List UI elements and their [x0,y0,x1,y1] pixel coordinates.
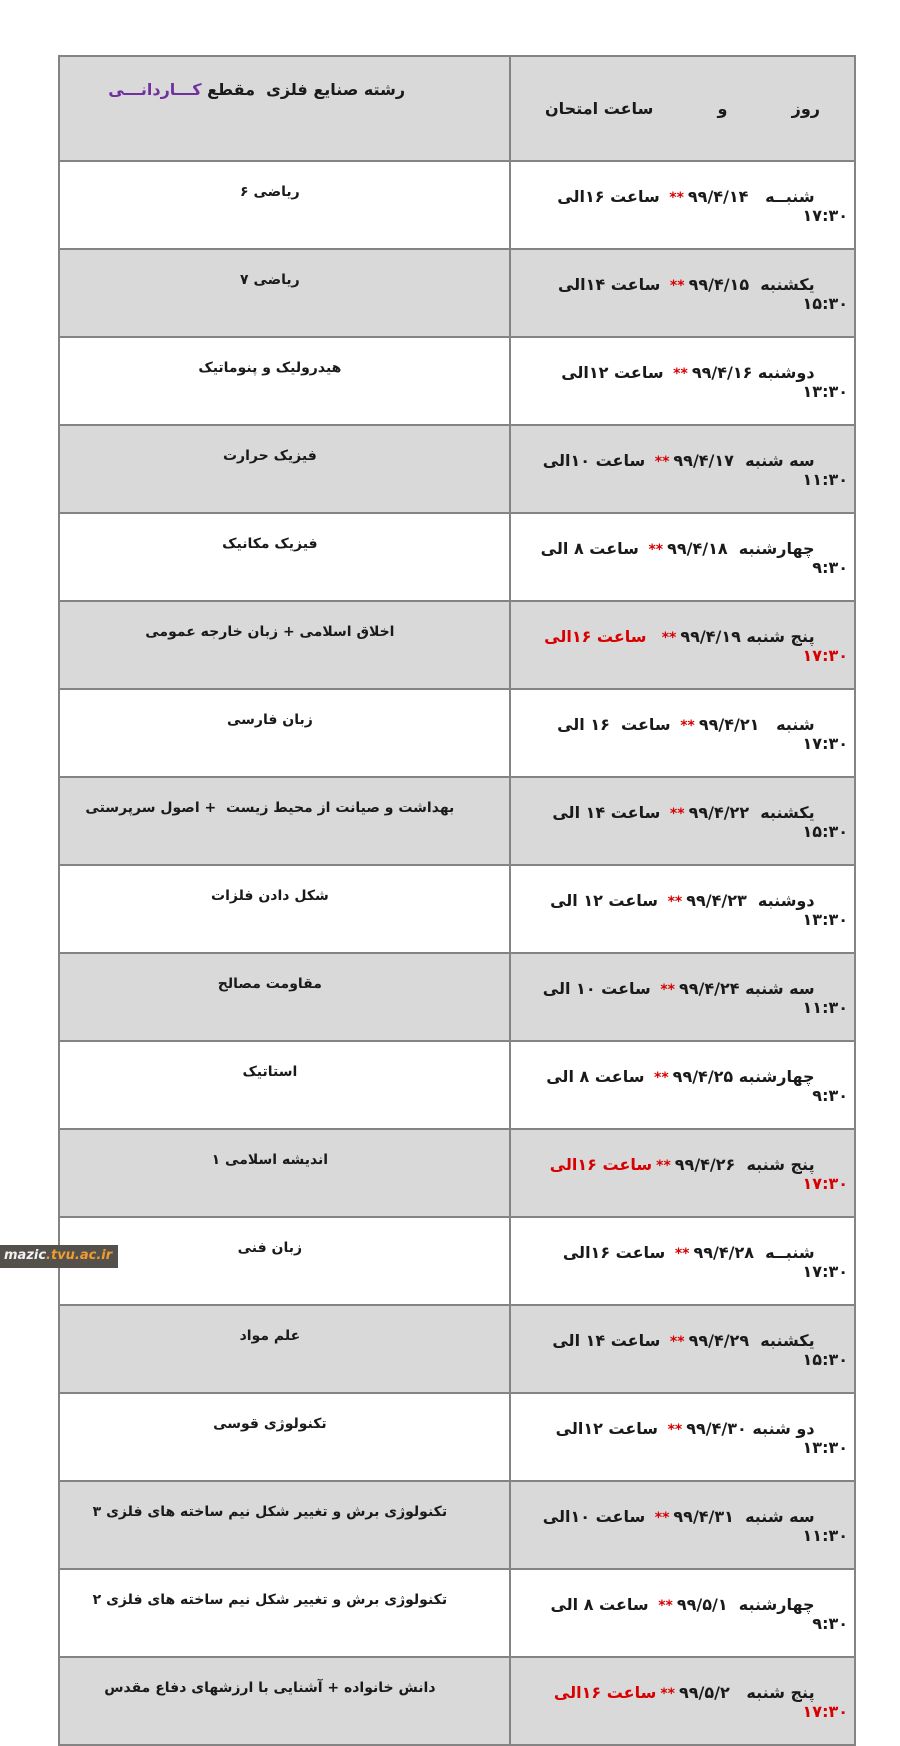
course-name: زبان فنی [237,1240,303,1256]
day-date: یکشنبه ۹۹/۴/۲۲ [688,803,815,822]
day-date: چهارشنبه ۹۹/۴/۱۸ [667,539,815,558]
table-row [59,1129,855,1217]
table-row [59,1217,855,1305]
stars-mark: ** [674,1246,690,1262]
exam-daytime-cell [510,161,855,249]
course-cell [59,1569,510,1657]
course-cell [59,513,510,601]
table-row [59,1657,855,1745]
course-name: اخلاق اسلامی + زبان خارجه عمومی [145,624,395,640]
stars-mark: ** [680,718,695,734]
day-date: یکشنبه ۹۹/۴/۱۵ [688,275,815,294]
exam-time: ساعت ۱۶الی ۱۷:۳۰ [557,1243,848,1281]
table-row [59,601,855,689]
course-name: تکنولوژی برش و تغییر شکل نیم ساخته های فلزی ۳ [92,1504,448,1520]
stars-mark: ** [669,1334,685,1350]
stars-mark: ** [669,190,684,206]
stars-mark: ** [660,1686,675,1702]
stars-mark: ** [654,454,670,470]
header-examtime-label: ساعت امتحان [545,99,654,118]
exam-daytime-cell [510,689,855,777]
course-cell [59,249,510,337]
day-date: دوشنبه ۹۹/۴/۲۳ [686,891,815,910]
program-level: کـــاردانـــی [108,80,202,99]
exam-time: ساعت ۸ الی ۹:۳۰ [535,539,848,577]
course-name: هیدرولیک و پنوماتیک [198,360,342,376]
course-cell [59,1041,510,1129]
course-cell [59,953,510,1041]
stars-mark: ** [667,894,683,910]
exam-time: ساعت ۸ الی ۹:۳۰ [544,1595,848,1633]
exam-daytime-cell [510,337,855,425]
stars-mark: ** [669,278,685,294]
exam-daytime-cell [510,777,855,865]
day-date: پنج شنبه ۹۹/۵/۲ [678,1683,815,1702]
stars-mark: ** [660,982,675,998]
exam-daytime-cell [510,1129,855,1217]
course-name: مقاومت مصالح [217,976,322,992]
exam-time: ساعت ۱۰الی ۱۱:۳۰ [537,1507,848,1545]
exam-time: ساعت ۱۰ الی ۱۱:۳۰ [537,979,848,1017]
course-cell [59,1393,510,1481]
day-date: سه شنبه ۹۹/۴/۱۷ [673,451,815,470]
day-date: شنبــه ۹۹/۴/۱۴ [687,187,815,206]
exam-time: ساعت ۱۶الی ۱۷:۳۰ [551,187,848,225]
exam-time: ساعت ۱۴ الی ۱۵:۳۰ [546,803,848,841]
stars-mark: ** [661,630,677,646]
site-watermark [0,1245,118,1268]
stars-mark: ** [656,1158,671,1174]
exam-daytime-cell [510,953,855,1041]
day-date: یکشنبه ۹۹/۴/۲۹ [688,1331,815,1350]
day-date: شنبــه ۹۹/۴/۲۸ [693,1243,815,1262]
exam-time: ساعت ۱۶الی ۱۷:۳۰ [538,627,848,665]
stars-mark: ** [658,1598,673,1614]
course-name: اندیشه اسلامی ۱ [211,1152,329,1168]
stars-mark: ** [654,1510,670,1526]
course-name: شکل دادن فلزات [211,888,329,904]
table-row [59,689,855,777]
course-name: علم مواد [239,1328,301,1344]
course-cell [59,1481,510,1569]
course-name: زبان فارسی [226,712,313,728]
header-and-label: و [717,99,728,118]
course-cell [59,865,510,953]
exam-daytime-cell [510,865,855,953]
exam-daytime-cell [510,513,855,601]
day-date: دو شنبه ۹۹/۴/۳۰ [686,1419,815,1438]
exam-daytime-cell [510,1217,855,1305]
header-day-label: روز [791,99,820,118]
table-row [59,1569,855,1657]
day-date: پنج شنبه ۹۹/۴/۲۶ [674,1155,815,1174]
course-cell [59,1657,510,1745]
exam-time: ساعت ۱۶الی ۱۷:۳۰ [548,1683,848,1721]
table-row [59,249,855,337]
exam-time: ساعت ۸ الی ۹:۳۰ [540,1067,848,1105]
course-name: تکنولوژی قوسی [213,1416,327,1432]
exam-daytime-cell [510,601,855,689]
stars-mark: ** [673,366,688,382]
table-header-row [59,56,855,161]
table-row [59,337,855,425]
table-row [59,425,855,513]
day-date: دوشنبه ۹۹/۴/۱۶ [691,363,815,382]
day-date: چهارشنبه ۹۹/۴/۲۵ [672,1067,815,1086]
course-name: تکنولوژی برش و تغییر شکل نیم ساخته های فلزی ۲ [92,1592,448,1608]
exam-daytime-cell [510,249,855,337]
watermark-prefix: mazic [4,1248,47,1264]
stars-mark: ** [648,542,664,558]
exam-table-body [59,56,855,1745]
table-row [59,953,855,1041]
table-row [59,777,855,865]
table-row [59,865,855,953]
table-row [59,1481,855,1569]
course-cell [59,689,510,777]
table-row [59,513,855,601]
course-cell [59,1217,510,1305]
course-cell [59,337,510,425]
exam-daytime-cell [510,425,855,513]
course-name: فیزیک حرارت [222,448,317,464]
day-date: شنبه ۹۹/۴/۲۱ [698,715,815,734]
exam-time: ساعت ۱۰الی ۱۱:۳۰ [537,451,848,489]
exam-time: ساعت ۱۲الی ۱۳:۳۰ [555,363,848,401]
table-row [59,1305,855,1393]
table-row [59,161,855,249]
exam-daytime-cell [510,1393,855,1481]
course-cell [59,1305,510,1393]
course-name: دانش خانواده + آشنایی با ارزشهای دفاع مقدس [104,1680,436,1696]
stars-mark: ** [654,1070,669,1086]
day-date: سه شنبه ۹۹/۴/۲۴ [678,979,815,998]
exam-daytime-cell [510,1305,855,1393]
header-day-time-cell [510,56,855,161]
exam-time: ساعت ۱۶ الی ۱۷:۳۰ [551,715,848,753]
exam-time: ساعت ۱۴الی ۱۵:۳۰ [552,275,848,313]
exam-time: ساعت ۱۲ الی ۱۳:۳۰ [544,891,848,929]
course-cell [59,601,510,689]
course-cell [59,425,510,513]
exam-daytime-cell [510,1481,855,1569]
watermark-suffix: .tvu.ac.ir [46,1248,113,1264]
exam-time: ساعت ۱۲الی ۱۳:۳۰ [550,1419,848,1457]
stars-mark: ** [667,1422,683,1438]
exam-daytime-cell [510,1041,855,1129]
course-name: ریاضی ۷ [240,272,300,288]
course-name: بهداشت و صیانت از محیط زیست + اصول سرپرستی [85,800,455,816]
exam-daytime-cell [510,1657,855,1745]
exam-schedule-table [58,55,856,1746]
exam-time: ساعت ۱۶الی ۱۷:۳۰ [544,1155,848,1193]
course-cell [59,1129,510,1217]
day-date: پنج شنبه ۹۹/۴/۱۹ [680,627,815,646]
course-cell [59,161,510,249]
course-name: استاتیک [242,1064,298,1080]
day-date: سه شنبه ۹۹/۴/۳۱ [673,1507,815,1526]
exam-time: ساعت ۱۴ الی ۱۵:۳۰ [546,1331,848,1369]
table-row [59,1041,855,1129]
header-program-cell [59,56,510,161]
course-name: فیزیک مکانیک [222,536,318,552]
table-row [59,1393,855,1481]
course-name: ریاضی ۶ [240,184,300,200]
exam-daytime-cell [510,1569,855,1657]
day-date: چهارشنبه ۹۹/۵/۱ [676,1595,815,1614]
program-title: رشته صنایع فلزی مقطع [201,80,406,99]
stars-mark: ** [669,806,685,822]
course-cell [59,777,510,865]
